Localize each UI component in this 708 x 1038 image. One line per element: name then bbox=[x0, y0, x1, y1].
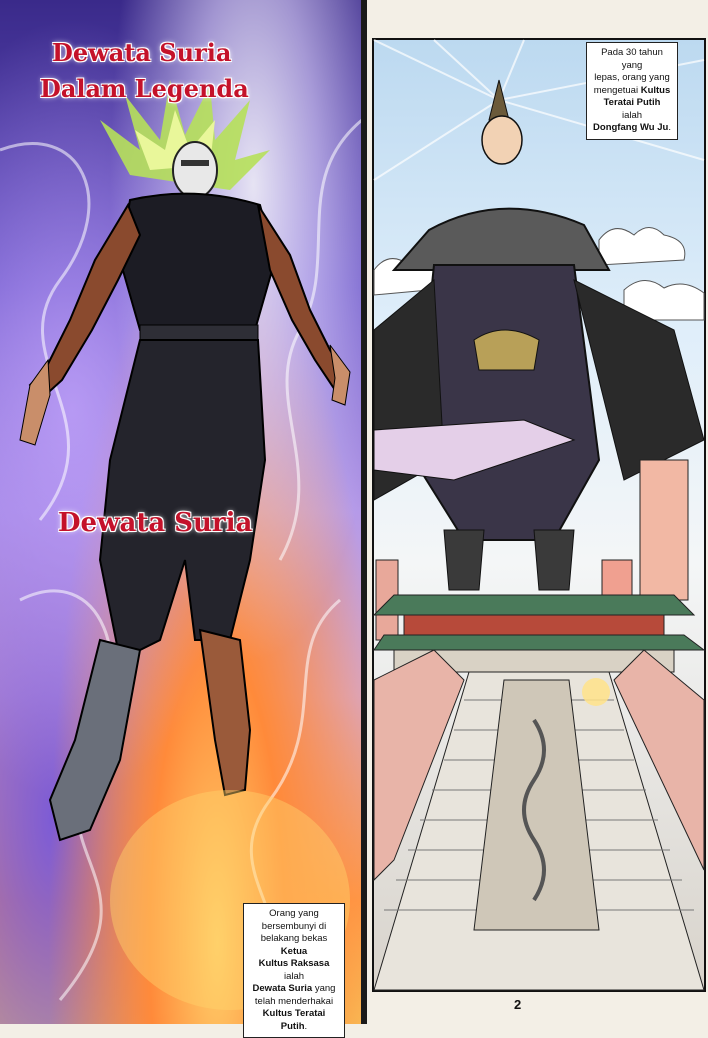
caption-text: telah menderhakai bbox=[254, 995, 334, 1007]
character-right-boot bbox=[200, 630, 250, 795]
caption-text: ialah bbox=[621, 109, 643, 121]
caption-text: belakang bekas bbox=[260, 933, 328, 944]
character-left-boot bbox=[50, 640, 140, 840]
caption-box-left bbox=[243, 903, 345, 1038]
caption-text: lepas, orang yang bbox=[594, 72, 670, 83]
caption-bold-text: Dewata Suria bbox=[252, 983, 313, 994]
character-right-arm bbox=[258, 205, 345, 390]
page-number: 2 bbox=[514, 997, 522, 1012]
panel-gutter bbox=[361, 0, 367, 1024]
caption-text: Orang yang bbox=[269, 908, 319, 919]
lantern-glow bbox=[582, 678, 610, 706]
right-panel bbox=[372, 38, 706, 992]
mask-eyes bbox=[181, 160, 209, 166]
caption-text: ialah bbox=[283, 970, 305, 982]
caption-bold-text: Kultus Teratai Putih bbox=[262, 1008, 326, 1032]
caption-bold-text: Ketua bbox=[280, 945, 308, 957]
caption-text: . bbox=[304, 1020, 308, 1032]
caption-bold-text: Kultus Raksasa bbox=[258, 958, 330, 969]
caption-text: bersembunyi di bbox=[261, 920, 327, 932]
caption-bold-text: Kultus bbox=[640, 84, 671, 96]
character-mask bbox=[173, 142, 217, 198]
story-title-line-2: Dalam Legenda bbox=[40, 74, 249, 103]
character-belt bbox=[140, 325, 258, 341]
character-name-label: Dewata Suria bbox=[58, 508, 253, 538]
caption-text: Pada 30 tahun yang bbox=[601, 47, 663, 71]
caption-bold-text: Teratai Putih bbox=[603, 97, 661, 108]
caption-text: . bbox=[668, 122, 671, 133]
character-legs bbox=[100, 340, 265, 660]
story-title-line-1: Dewata Suria bbox=[52, 38, 232, 67]
character-left-hand bbox=[20, 360, 50, 445]
caption-text: yang bbox=[314, 983, 336, 994]
character-torso bbox=[120, 194, 275, 330]
right-panel-art bbox=[374, 40, 704, 990]
caption-box-right bbox=[586, 42, 678, 140]
caption-text: mengetuai bbox=[593, 84, 639, 96]
caption-bold-text: Dongfang Wu Ju bbox=[593, 122, 669, 133]
palace-stairs bbox=[374, 650, 704, 990]
